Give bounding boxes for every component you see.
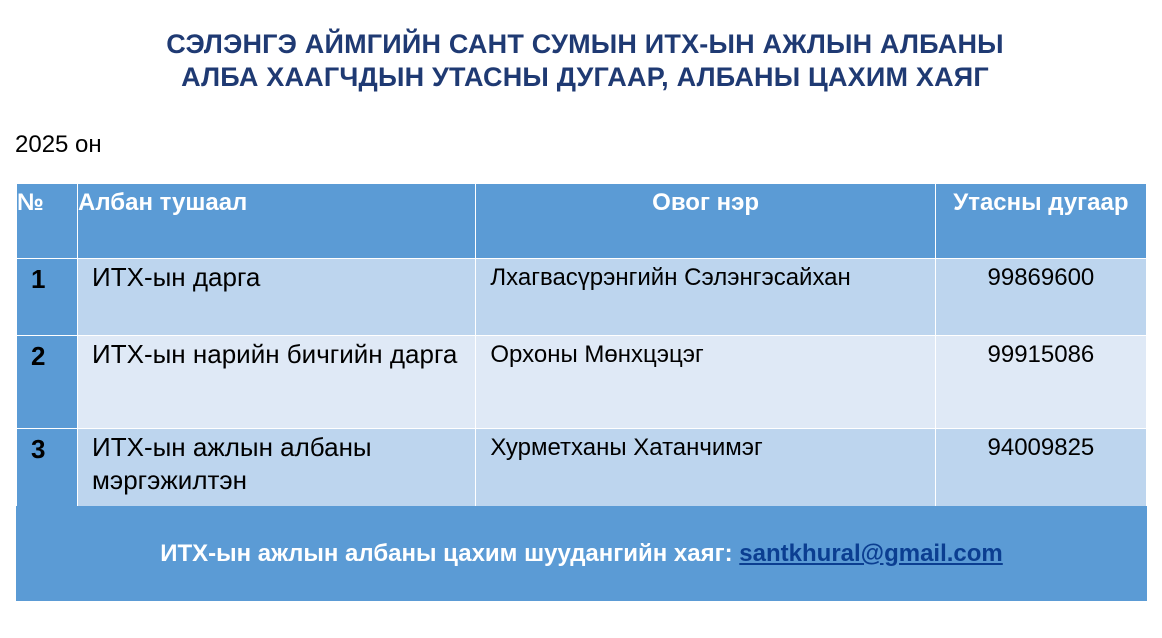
row-position: ИТХ-ын дарга [78,259,476,336]
row-phone: 94009825 [935,429,1146,521]
email-footer [16,506,1147,601]
table-header-row [17,184,1147,259]
email-label: ИТХ-ын ажлын албаны цахим шуудангийн хаяг: [160,540,740,567]
row-name: Лхагвасүрэнгийн Сэлэнгэсайхан [476,259,935,336]
row-phone: 99915086 [935,336,1146,429]
email-link[interactable]: santkhural@gmail.com [739,540,1003,567]
document-title [20,28,1150,94]
title-line-1: СЭЛЭНГЭ АЙМГИЙН САНТ СУМЫН ИТХ-ЫН АЖЛЫН АЛБАНЫ [166,29,1004,59]
header-name: Овог нэр [476,184,935,259]
row-name: Хурметханы Хатанчимэг [476,429,935,521]
row-position: ИТХ-ын ажлын албаны мэргэжилтэн [78,429,476,521]
table-row [17,259,1147,336]
table-row [17,336,1147,429]
header-phone: Утасны дугаар [935,184,1146,259]
year-label: 2025 он [15,131,102,158]
row-name: Орхоны Мөнхцэцэг [476,336,935,429]
title-line-2: АЛБА ХААГЧДЫН УТАСНЫ ДУГААР, АЛБАНЫ ЦАХИМ ХАЯГ [181,62,989,92]
header-position: Албан тушаал [78,184,476,259]
row-number: 3 [17,429,78,521]
row-phone: 99869600 [935,259,1146,336]
row-number: 2 [17,336,78,429]
row-number: 1 [17,259,78,336]
header-number: № [17,184,78,259]
row-position: ИТХ-ын нарийн бичгийн дарга [78,336,476,429]
staff-contact-table [16,183,1147,521]
